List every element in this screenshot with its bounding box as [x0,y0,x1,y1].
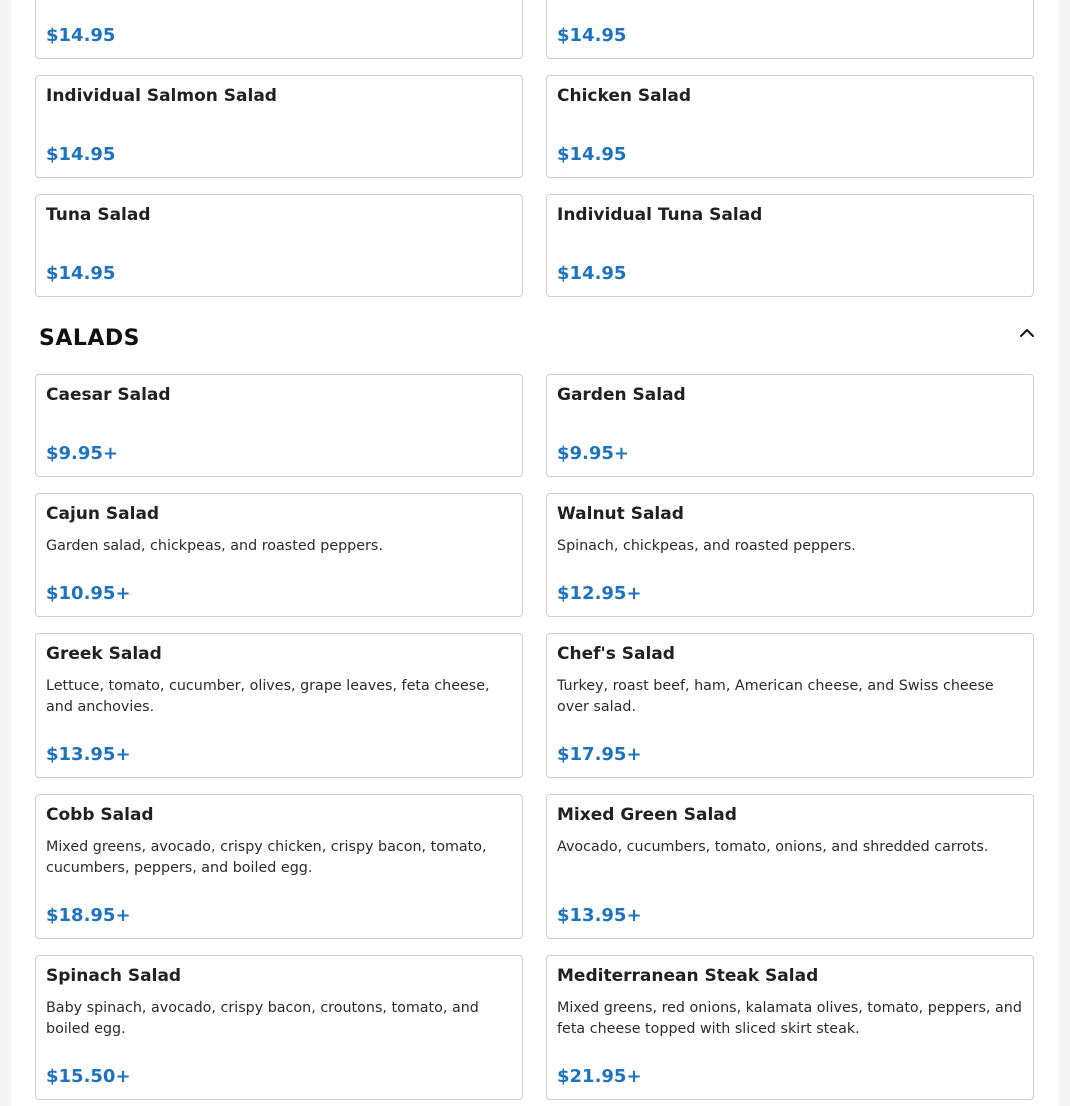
chevron-up-icon [1017,322,1037,342]
menu-item-card[interactable] [35,194,523,297]
menu-item-card[interactable] [35,493,523,617]
menu-item-name: Greek Salad [46,644,162,664]
menu-item-description: Turkey, roast beef, ham, American cheese, and Swiss cheese over salad. [557,678,994,715]
menu-item-price: $14.95 [46,144,116,165]
menu-item-card[interactable] [546,493,1034,617]
menu-item-description: Spinach, chickpeas, and roasted peppers. [557,538,856,554]
menu-item-price: $14.95 [557,144,627,165]
menu-item-name: Spinach Salad [46,966,182,986]
menu-item-name: Caesar Salad [46,385,171,405]
menu-item-card[interactable] [546,955,1034,1100]
previous-section-items [35,0,1034,297]
menu-item-name: Garden Salad [557,385,686,405]
menu-item-price: $18.95+ [46,905,131,926]
menu-item-price: $9.95+ [557,443,630,464]
menu-item-name: Mixed Green Salad [557,805,737,825]
section-title: SALADS [39,326,141,351]
menu-item-price: $13.95+ [46,744,131,765]
menu-item-price: $13.95+ [557,905,642,926]
menu-item-card[interactable] [35,0,523,59]
menu-item-card[interactable] [35,794,523,939]
menu-item-description: Mixed greens, red onions, kalamata olives, tomato, peppers, and feta cheese topped with sliced skirt steak. [557,1000,1022,1037]
menu-item-description: Baby spinach, avocado, crispy bacon, croutons, tomato, and boiled egg. [46,1000,479,1037]
menu-item-card[interactable] [546,194,1034,297]
menu-item-name: Individual Salmon Salad [46,86,277,106]
menu-item-price: $12.95+ [557,583,642,604]
menu-item-card[interactable] [546,794,1034,939]
menu-item-name: Chef's Salad [557,644,675,664]
menu-item-card[interactable] [35,633,523,778]
menu-item-price: $17.95+ [557,744,642,765]
salads-section-header [39,322,1037,356]
menu-item-name: Tuna Salad [46,205,151,225]
menu-item-name: Cajun Salad [46,504,160,524]
menu-item-price: $14.95 [46,25,116,46]
menu-item-name: Individual Tuna Salad [557,205,763,225]
menu-item-card[interactable] [35,75,523,178]
menu-item-price: $9.95+ [46,443,119,464]
menu-item-price: $15.50+ [46,1066,131,1087]
salads-items [35,374,1034,1100]
menu-item-card[interactable] [546,75,1034,178]
menu-item-description: Garden salad, chickpeas, and roasted peppers. [46,538,383,554]
menu-item-price: $14.95 [557,25,627,46]
menu-item-price: $10.95+ [46,583,131,604]
menu-item-name: Chicken Salad [557,86,692,106]
menu-item-description: Lettuce, tomato, cucumber, olives, grape leaves, feta cheese, and anchovies. [46,678,490,715]
menu-item-card[interactable] [546,633,1034,778]
section-collapse-button[interactable] [1017,322,1037,342]
menu-item-name: Cobb Salad [46,805,154,825]
menu-item-name: Mediterranean Steak Salad [557,966,819,986]
menu-item-card[interactable] [35,955,523,1100]
menu-item-price: $21.95+ [557,1066,642,1087]
menu-item-description: Mixed greens, avocado, crispy chicken, crispy bacon, tomato, cucumbers, peppers, and boiled egg. [46,839,487,876]
menu-item-card[interactable] [546,0,1034,59]
menu-item-price: $14.95 [557,263,627,284]
menu-item-card[interactable] [35,374,523,477]
menu-item-price: $14.95 [46,263,116,284]
menu-item-card[interactable] [546,374,1034,477]
menu-item-description: Avocado, cucumbers, tomato, onions, and shredded carrots. [557,839,989,855]
menu-item-name: Walnut Salad [557,504,684,524]
menu-page [11,0,1059,1106]
